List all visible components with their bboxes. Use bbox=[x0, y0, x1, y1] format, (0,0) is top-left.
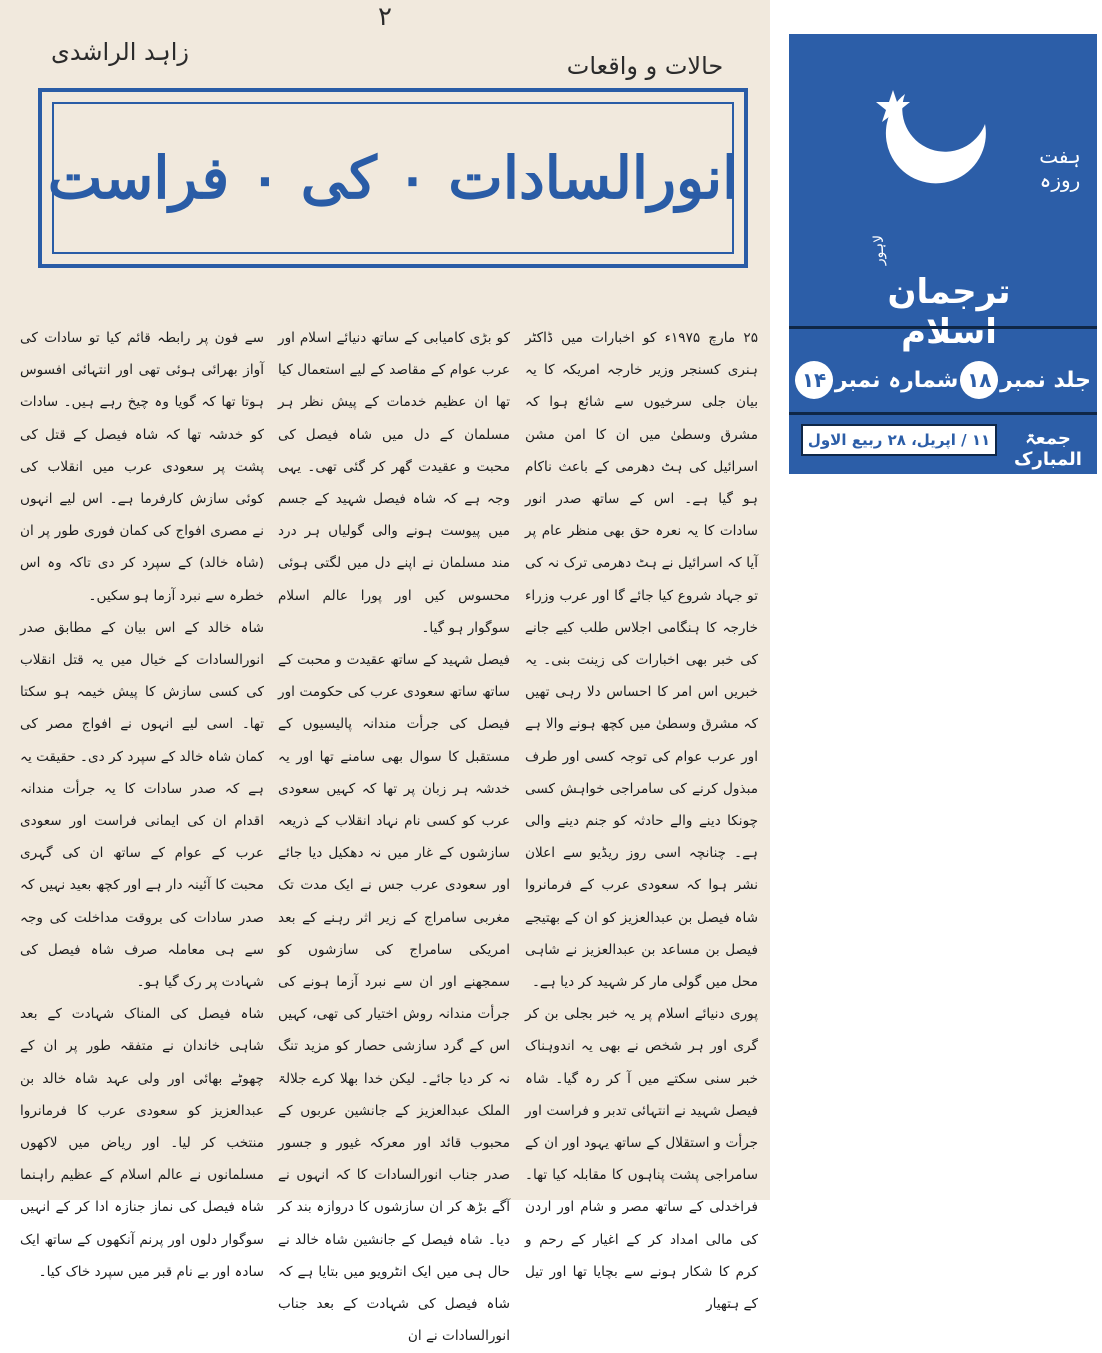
paragraph: کو بڑی کامیابی کے ساتھ دنیائے اسلام اور عرب عوام کے مقاصد کے لیے استعمال کیا تھا ان عظیم خدمات کے پیش نظر ہر مسلمان کے دل میں شاہ فیصل کی محبت و عقیدت گھر کر گئی تھی۔ یہی وجہ ہے کہ شاہ فیصل شہید کے جسم میں پیوست ہونے والی گولیاں ہر درد مند مسلمان نے اپنے دل میں لگتی ہوئی محسوس کیں اور پورا عالم اسلام سوگوار ہو گیا۔ bbox=[278, 330, 510, 636]
paragraph: سے فون پر رابطہ قائم کیا تو سادات کی آواز بھرائی ہوئی تھی اور انتہائی افسوس ہوتا تھا کہ گویا وہ چیخ رہے ہیں۔ سادات کو خدشہ تھا کہ شاہ فیصل کے قتل کی پشت پر سعودی عرب میں انقلاب کی کوئی سازش کارفرما ہے۔ اس لیے انہوں نے مصری افواج کی کمان فوری طور پر ان (شاہ خالد) کے سپرد کر دی تاکہ وہ اس خطرہ سے نبرد آزما ہو سکیں۔ bbox=[20, 330, 264, 604]
cover-date: ۱۱ / اپریل، ۲۸ ربیع الاول bbox=[801, 424, 997, 456]
issue-label: شمارہ نمبر bbox=[834, 367, 959, 393]
author-byline: زاہد الراشدی bbox=[51, 38, 189, 66]
divider bbox=[789, 412, 1097, 415]
magazine-cover bbox=[789, 34, 1097, 474]
volume-number: ۱۸ bbox=[960, 361, 998, 399]
headline-frame bbox=[38, 88, 748, 268]
paragraph: فیصل شہید کے ساتھ عقیدت و محبت کے ساتھ ساتھ سعودی عرب کی حکومت اور فیصل کی جرأت مندانہ پالیسیوں کے مستقبل کا سوال بھی سامنے تھا اور یہ خدشہ ہر زبان پر تھا کہ کہیں سعودی عرب کو کسی نام نہاد انقلاب کے ذریعہ سازشوں کے غار میں نہ دھکیل دیا جائے اور سعودی عرب جس نے ایک مدت تک مغربی سامراج کے زیر اثر رہنے کے بعد امریکی سامراج کی سازشوں کو سمجھنے اور ان سے نبرد آزما ہونے کی جرأت مندانہ روش اختیار کی تھی، کہیں اس کے گرد سازشی حصار کو مزید تنگ نہ کر دیا جائے۔ لیکن خدا بھلا کرے جلالۃ الملک عبدالعزیز کے جانشین عربوں کے محبوب قائد اور معرکہ غیور و جسور صدر جناب انورالسادات کا کہ انہوں نے آگے بڑھ کر ان سازشوں کا دروازہ بند کر دیا۔ شاہ فیصل کے جانشین شاہ خالد نے حال ہی میں ایک انٹرویو میں بتایا ہے کہ شاہ فیصل کی شہادت کے بعد جناب انورالسادات نے ان bbox=[278, 652, 510, 1345]
cover-weekly: ہفت روزہ bbox=[1039, 144, 1081, 192]
column-name: حالات و واقعات bbox=[566, 52, 724, 80]
article-column-2 bbox=[278, 322, 510, 1345]
cover-title: ترجمان اسلام bbox=[887, 272, 1011, 352]
volume-row bbox=[795, 360, 1091, 400]
paragraph: شاہ خالد کے اس بیان کے مطابق صدر انورالسادات کے خیال میں یہ قتل انقلاب کی کسی سازش کا پیش خیمہ ہو سکتا تھا۔ اسی لیے انہوں نے افواج مصر کی کمان شاہ خالد کے سپرد کر دی۔ حقیقت یہ ہے کہ صدر سادات کا یہ جرأت مندانہ اقدام ان کی ایمانی فراست اور سعودی عرب کے عوام کے ساتھ ان کی گہری محبت کا آئینہ دار ہے اور کچھ بعید نہیں کہ صدر سادات کی بروقت مداخلت کی وجہ سے ہی معاملہ صرف شاہ فیصل کی شہادت پر رک گیا ہو۔ bbox=[20, 619, 264, 991]
headline: انورالسادات ۰ کی ۰ فراست bbox=[47, 144, 739, 212]
headline-inner-frame bbox=[47, 102, 739, 254]
article-column-3 bbox=[20, 322, 264, 1280]
volume-label: جلد نمبر bbox=[1000, 367, 1091, 393]
paragraph: ۲۵ مارچ ۱۹۷۵ء کو اخبارات میں ڈاکٹر ہنری کسنجر وزیر خارجہ امریکہ کا یہ بیان جلی سرخیوں سے شائع ہوا کہ مشرق وسطیٰ میں ان کا امن مشن اسرائیل کی ہٹ دھرمی کے باعث ناکام ہو گیا ہے۔ اس کے ساتھ صدر انور سادات کا یہ نعرہ حق بھی منظر عام پر آیا کہ اسرائیل نے ہٹ دھرمی ترک نہ کی تو جہاد شروع کیا جائے گا اور عرب وزراء خارجہ کا ہنگامی اجلاس طلب کیے جانے کی خبر بھی اخبارات کی زینت بنی۔ یہ خبریں اس امر کا احساس دلا رہی تھیں کہ مشرق وسطیٰ میں کچھ ہونے والا ہے اور عرب عوام کی توجہ کسی اور طرف مبذول کرنے کی سامراجی خواہش کسی چونکا دینے والے حادثہ کو جنم دینے والی ہے۔ چنانچہ اسی روز ریڈیو سے اعلان نشر ہوا کہ سعودی عرب کے فرمانروا شاہ فیصل بن عبدالعزیز کو ان کے بھتیجے فیصل بن مساعد بن عبدالعزیز نے شاہی محل میں گولی مار کر شہید کر دیا ہے۔ bbox=[525, 330, 758, 991]
article-columns bbox=[20, 322, 760, 1345]
paragraph: شاہ فیصل کی المناک شہادت کے بعد شاہی خاندان نے متفقہ طور پر ان کے چھوٹے بھائی اور ولی عہد شاہ خالد بن عبدالعزیز کو سعودی عرب کا فرمانروا منتخب کر لیا۔ اور ریاض میں لاکھوں مسلمانوں نے عالم اسلام کے عظیم راہنما شاہ فیصل کی نماز جنازہ ادا کر کے انہیں سوگوار دلوں اور پرنم آنکھوں کے ساتھ ایک سادہ اور بے نام قبر میں سپرد خاک کیا۔ bbox=[20, 1006, 264, 1280]
divider bbox=[789, 326, 1097, 329]
page-number: ۲ bbox=[378, 2, 392, 32]
crescent-star-icon bbox=[835, 84, 995, 194]
article-column-1 bbox=[525, 322, 758, 1313]
paragraph: پوری دنیائے اسلام پر یہ خبر بجلی بن کر گری اور ہر شخص نے بھی یہ اندوہناک خبر سنی سکتے میں آ کر رہ گیا۔ شاہ فیصل شہید نے انتہائی تدبر و فراست اور جرأت و استقلال کے ساتھ یہود اور ان کے سامراجی پشت پناہوں کا مقابلہ کیا تھا۔ فراخدلی کے ساتھ مصر و شام اور اردن کی مالی امداد کر کے اغیار کے رحم و کرم کا شکار ہونے سے بچایا تھا اور تیل کے ہتھیار bbox=[525, 1006, 758, 1313]
cover-day: جمعۃ المبارک bbox=[1014, 428, 1082, 470]
cover-city: لاہور bbox=[871, 234, 887, 266]
issue-number: ۱۴ bbox=[795, 361, 833, 399]
